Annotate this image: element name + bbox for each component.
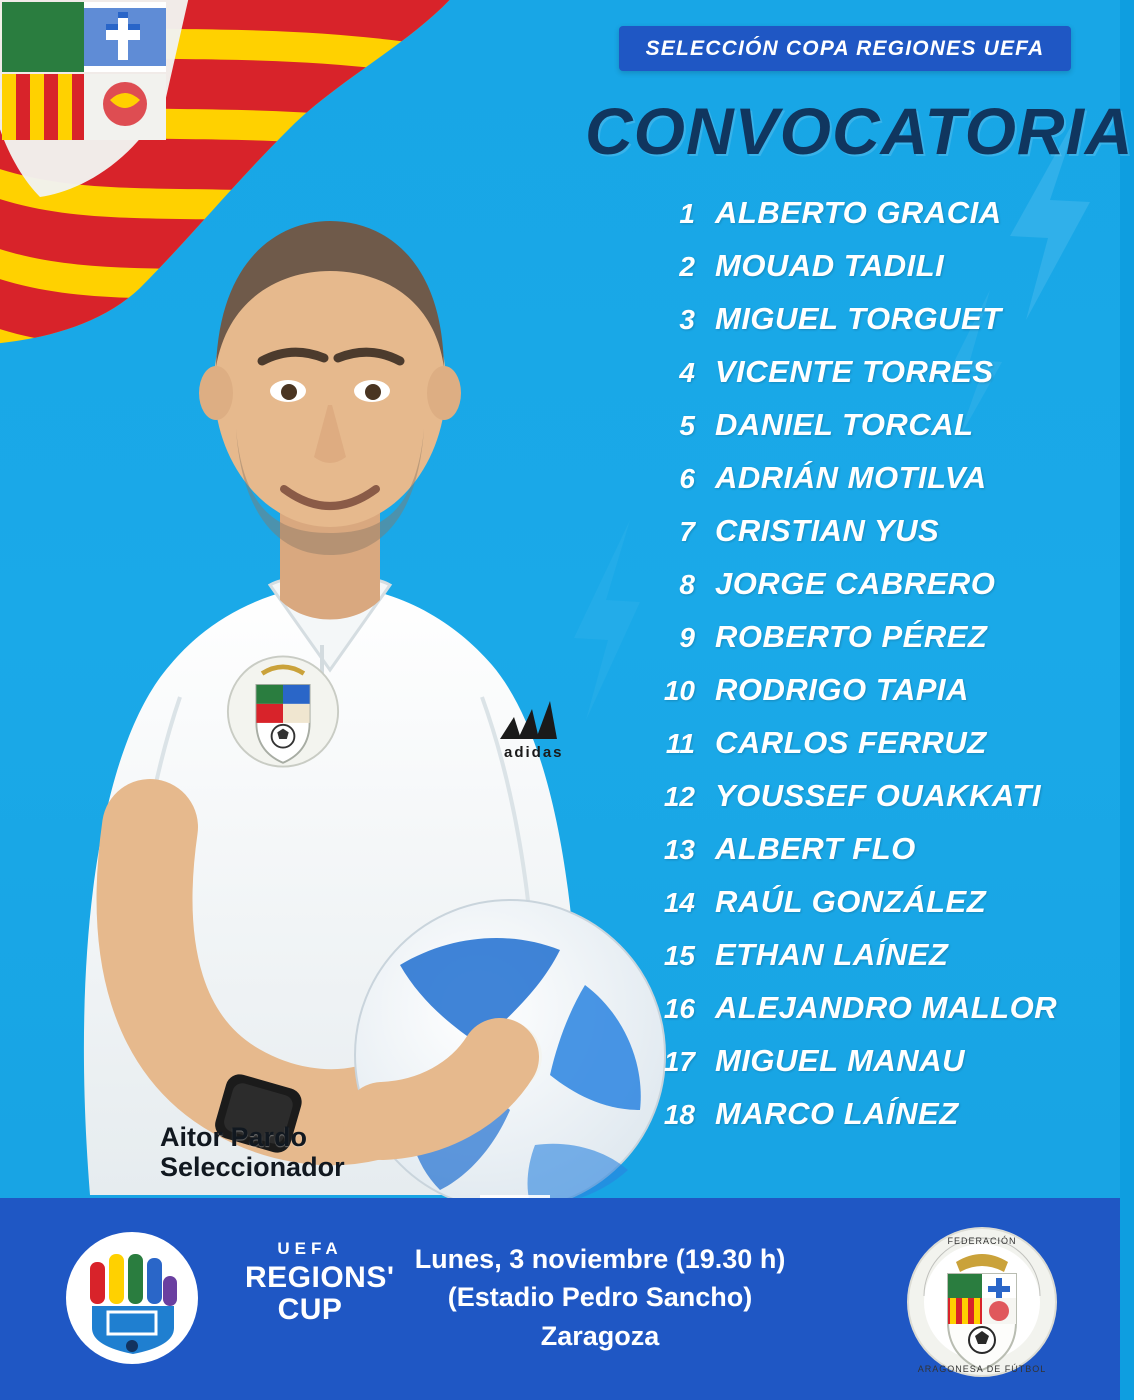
player-number: 2 bbox=[679, 251, 695, 282]
player-name: MIGUEL MANAU bbox=[715, 1043, 965, 1078]
player-name: ROBERTO PÉREZ bbox=[715, 619, 988, 654]
coach-caption bbox=[160, 1122, 345, 1182]
player-number: 8 bbox=[679, 569, 695, 600]
list-item bbox=[585, 831, 1105, 884]
player-name: RAÚL GONZÁLEZ bbox=[715, 884, 987, 919]
regions-hand-logo-icon bbox=[62, 1228, 202, 1368]
list-item bbox=[585, 1096, 1105, 1149]
svg-text:adidas: adidas bbox=[504, 744, 564, 761]
player-name: ADRIÁN MOTILVA bbox=[715, 460, 987, 495]
player-name: CRISTIAN YUS bbox=[715, 513, 940, 548]
coach-role: Seleccionador bbox=[160, 1151, 345, 1182]
page-title: CONVOCATORIA bbox=[585, 94, 1134, 168]
player-number: 9 bbox=[679, 622, 695, 653]
footer-bar bbox=[0, 1198, 1120, 1400]
player-number: 6 bbox=[679, 463, 695, 494]
list-item bbox=[585, 937, 1105, 990]
list-item bbox=[585, 195, 1105, 248]
match-date: Lunes, 3 noviembre (19.30 h) bbox=[414, 1244, 786, 1274]
player-number: 11 bbox=[665, 728, 695, 759]
player-number: 18 bbox=[663, 1099, 695, 1130]
player-number: 10 bbox=[663, 675, 695, 706]
selection-badge-label: SELECCIÓN COPA REGIONES UEFA bbox=[645, 37, 1045, 60]
list-item bbox=[585, 672, 1105, 725]
list-item bbox=[585, 1043, 1105, 1096]
svg-text:ARAGONESA DE FÚTBOL: ARAGONESA DE FÚTBOL bbox=[917, 1364, 1047, 1374]
player-number: 7 bbox=[679, 516, 695, 547]
aragon-federation-crest-icon bbox=[902, 1220, 1062, 1380]
player-number: 1 bbox=[679, 198, 695, 229]
list-item bbox=[585, 990, 1105, 1043]
list-item bbox=[585, 619, 1105, 672]
player-name: MARCO LAÍNEZ bbox=[715, 1096, 959, 1131]
match-venue: (Estadio Pedro Sancho) bbox=[447, 1282, 753, 1313]
player-number: 12 bbox=[663, 781, 695, 812]
regions-label: REGIONS' bbox=[245, 1261, 395, 1294]
player-name: JORGE CABRERO bbox=[715, 566, 996, 601]
player-number: 17 bbox=[663, 1046, 695, 1077]
player-number: 16 bbox=[663, 993, 695, 1024]
player-number: 5 bbox=[679, 410, 695, 441]
list-item bbox=[585, 778, 1105, 831]
list-item bbox=[585, 354, 1105, 407]
roster-panel bbox=[585, 26, 1134, 1165]
list-item bbox=[585, 407, 1105, 460]
player-name: VICENTE TORRES bbox=[715, 354, 994, 389]
player-name: YOUSSEF OUAKKATI bbox=[715, 778, 1042, 813]
player-name: ALBERTO GRACIA bbox=[715, 195, 1002, 230]
list-item bbox=[585, 248, 1105, 301]
selection-badge bbox=[619, 26, 1071, 71]
player-name: ETHAN LAÍNEZ bbox=[715, 937, 949, 972]
match-info bbox=[330, 1240, 870, 1355]
player-name: DANIEL TORCAL bbox=[715, 407, 974, 442]
player-name: ALBERT FLO bbox=[715, 831, 916, 866]
coach-name: Aitor Pardo bbox=[160, 1121, 308, 1152]
player-name: RODRIGO TAPIA bbox=[715, 672, 969, 707]
player-number: 4 bbox=[679, 357, 695, 388]
player-number: 14 bbox=[663, 887, 695, 918]
player-name: MIGUEL TORGUET bbox=[715, 301, 1002, 336]
match-city: Zaragoza bbox=[540, 1320, 660, 1351]
player-number: 13 bbox=[663, 834, 695, 865]
list-item bbox=[585, 513, 1105, 566]
list-item bbox=[585, 566, 1105, 619]
svg-text:FEDERACIÓN: FEDERACIÓN bbox=[947, 1236, 1017, 1246]
list-item bbox=[585, 460, 1105, 513]
list-item bbox=[585, 884, 1105, 937]
coach-photo bbox=[30, 85, 620, 1195]
list-item bbox=[585, 301, 1105, 354]
player-name: CARLOS FERRUZ bbox=[715, 725, 987, 760]
roster-list bbox=[585, 195, 1105, 1149]
player-name: ALEJANDRO MALLOR bbox=[715, 990, 1058, 1025]
player-number: 15 bbox=[663, 940, 695, 971]
player-name: MOUAD TADILI bbox=[715, 248, 945, 283]
cup-label: CUP bbox=[277, 1293, 343, 1326]
player-number: 3 bbox=[679, 304, 695, 335]
list-item bbox=[585, 725, 1105, 778]
uefa-label: UEFA bbox=[277, 1239, 343, 1258]
